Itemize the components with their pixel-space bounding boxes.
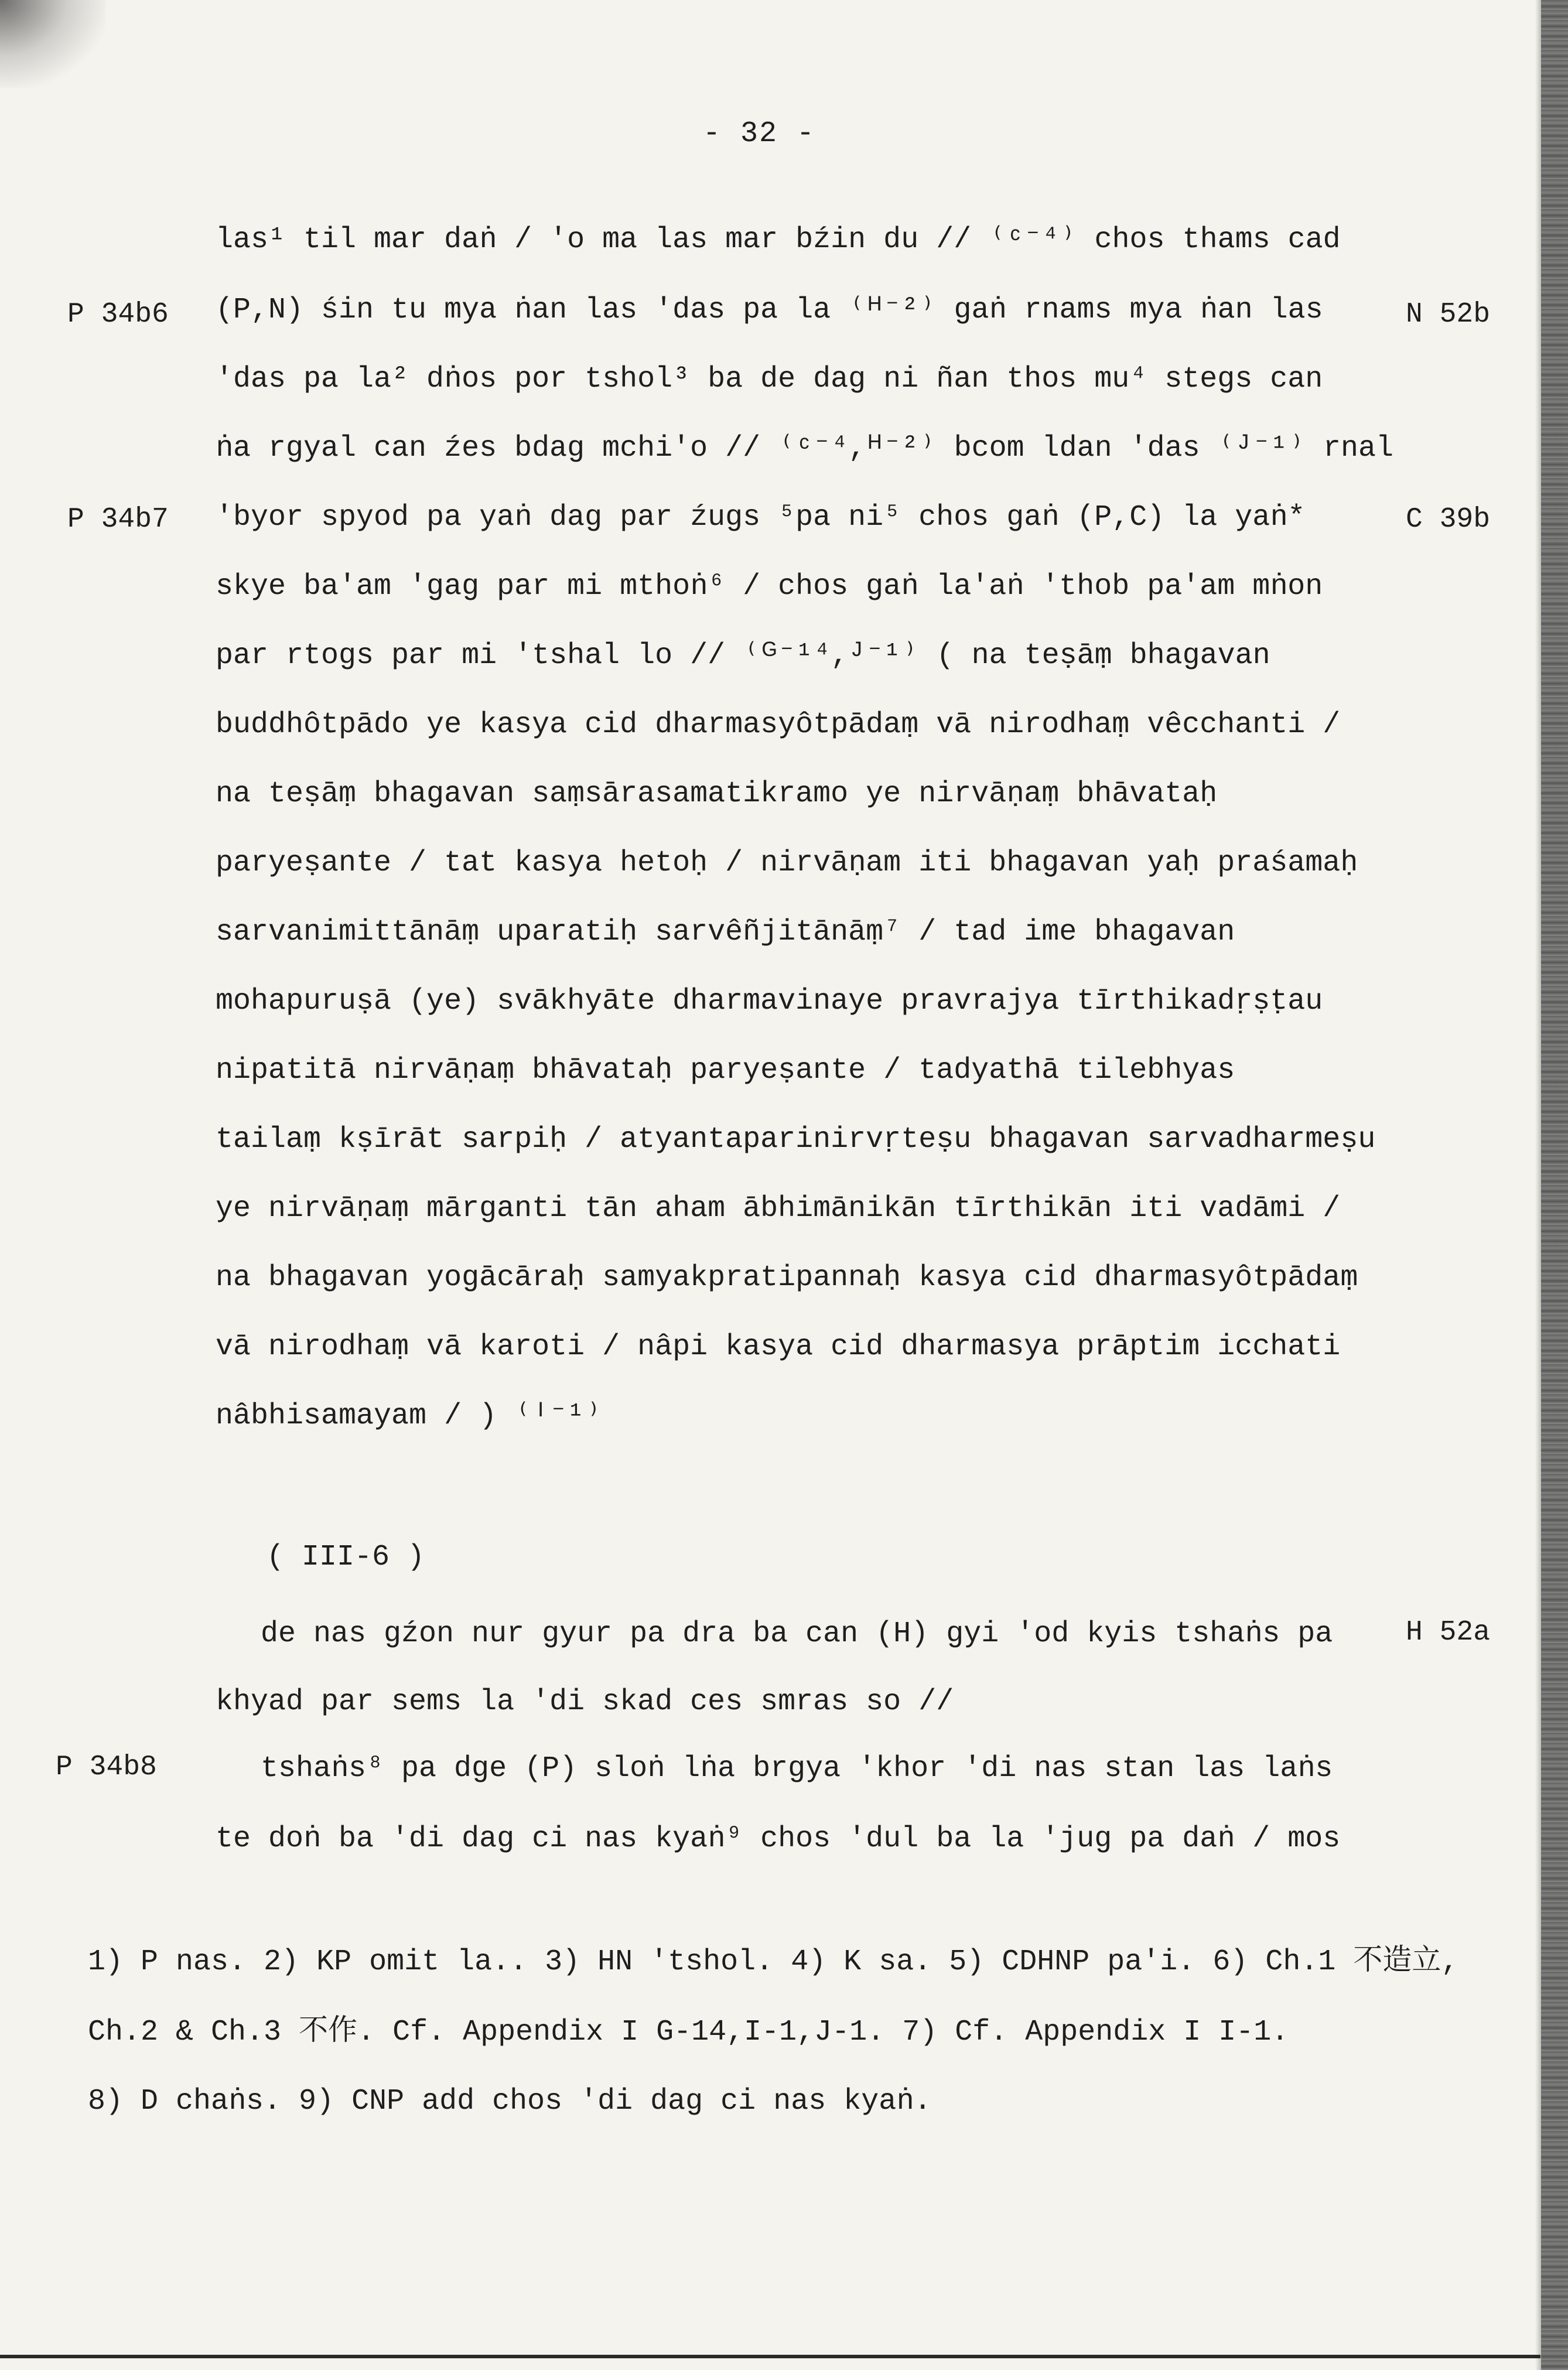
bottom-border (0, 2355, 1540, 2358)
text-line: nâbhisamayam / ) ⁽ᴵ⁻¹⁾ (216, 1399, 603, 1433)
text-line: 'byor spyod pa yaṅ dag par źugs ⁵pa ni⁵ chos gaṅ (P,C) la yaṅ* (216, 501, 1306, 534)
footnote-line: 1) P nas. 2) KP omit la.. 3) HN 'tshol. 4) K sa. 5) CDHNP pa'i. 6) Ch.1 不造立, (88, 1945, 1459, 1979)
text-line: na teṣāṃ bhagavan saṃsārasamatikramo ye nirvāṇaṃ bhāvataḥ (216, 777, 1218, 811)
text-line: par rtogs par mi 'tshal lo // ⁽ᴳ⁻¹⁴,ᴶ⁻¹⁾ ( na teṣāṃ bhagavan (216, 639, 1270, 672)
text-line: buddhôtpādo ye kasya cid dharmasyôtpādaṃ vā nirodhaṃ vêcchanti / (216, 708, 1341, 742)
text-line: 'das pa la² dṅos por tshol³ ba de dag ni ñan thos mu⁴ stegs can (216, 363, 1323, 396)
margin-ref-right: C 39b (1406, 504, 1491, 535)
text-line: ṅa rgyal can źes bdag mchi'o // ⁽ᶜ⁻⁴,ᴴ⁻²⁾ bcom ldan 'das ⁽ᴶ⁻¹⁾ rnal (216, 432, 1394, 465)
footnote-line: 8) D chaṅs. 9) CNP add chos 'di dag ci nas kyaṅ. (88, 2085, 932, 2118)
text-line: sarvanimittānāṃ uparatiḥ sarvêñjitānāṃ⁷ / tad ime bhagavan (216, 916, 1235, 949)
margin-ref-right: H 52a (1406, 1617, 1491, 1648)
margin-ref-right: N 52b (1406, 299, 1491, 330)
margin-ref-left: P 34b7 (67, 504, 169, 535)
footnote-line: Ch.2 & Ch.3 不作. Cf. Appendix I G-14,I-1,J-1. 7) Cf. Appendix I I-1. (88, 2016, 1289, 2049)
text-line: skye ba'am 'gag par mi mthoṅ⁶ / chos gaṅ la'aṅ 'thob pa'am mṅon (216, 570, 1323, 603)
text-line: tailaṃ kṣīrāt sarpiḥ / atyantaparinirvṛteṣu bhagavan sarvadharmeṣu (216, 1123, 1376, 1156)
text-line: tshaṅs⁸ pa dge (P) sloṅ lṅa brgya 'khor 'di nas stan las laṅs (261, 1752, 1333, 1785)
text-line: (P,N) śin tu mya ṅan las 'das pa la ⁽ᴴ⁻²⁾ gaṅ rnams mya ṅan las (216, 293, 1323, 327)
text-line: ye nirvāṇaṃ mārganti tān aham ābhimānikān tīrthikān iti vadāmi / (216, 1192, 1341, 1225)
margin-ref-left: P 34b6 (67, 299, 169, 330)
text-line: de nas gźon nur gyur pa dra ba can (H) gyi 'od kyis tshaṅs pa (261, 1617, 1333, 1651)
text-line: las¹ til mar daṅ / 'o ma las mar bźin du // ⁽ᶜ⁻⁴⁾ chos thams cad (216, 223, 1341, 257)
text-line: mohapuruṣā (ye) svākhyāte dharmavinaye pravrajya tīrthikadṛṣṭau (216, 985, 1323, 1018)
scan-corner-shadow (0, 0, 105, 88)
scan-edge (1541, 0, 1568, 2370)
text-line: te doṅ ba 'di dag ci nas kyaṅ⁹ chos 'dul ba la 'jug pa daṅ / mos (216, 1822, 1341, 1856)
margin-ref-left: P 34b8 (56, 1751, 157, 1783)
text-line: paryeṣante / tat kasya hetoḥ / nirvāṇam iti bhagavan yaḥ praśamaḥ (216, 846, 1358, 880)
text-line: khyad par sems la 'di skad ces smras so // (216, 1685, 954, 1719)
text-line: nipatitā nirvāṇaṃ bhāvataḥ paryeṣante / tadyathā tilebhyas (216, 1054, 1235, 1087)
section-heading: ( III-6 ) (267, 1541, 425, 1574)
page-number: - 32 - (703, 117, 816, 151)
text-line: na bhagavan yogācāraḥ samyakpratipannaḥ kasya cid dharmasyôtpādaṃ (216, 1261, 1358, 1295)
text-line: vā nirodhaṃ vā karoti / nâpi kasya cid dharmasya prāptim icchati (216, 1330, 1341, 1364)
